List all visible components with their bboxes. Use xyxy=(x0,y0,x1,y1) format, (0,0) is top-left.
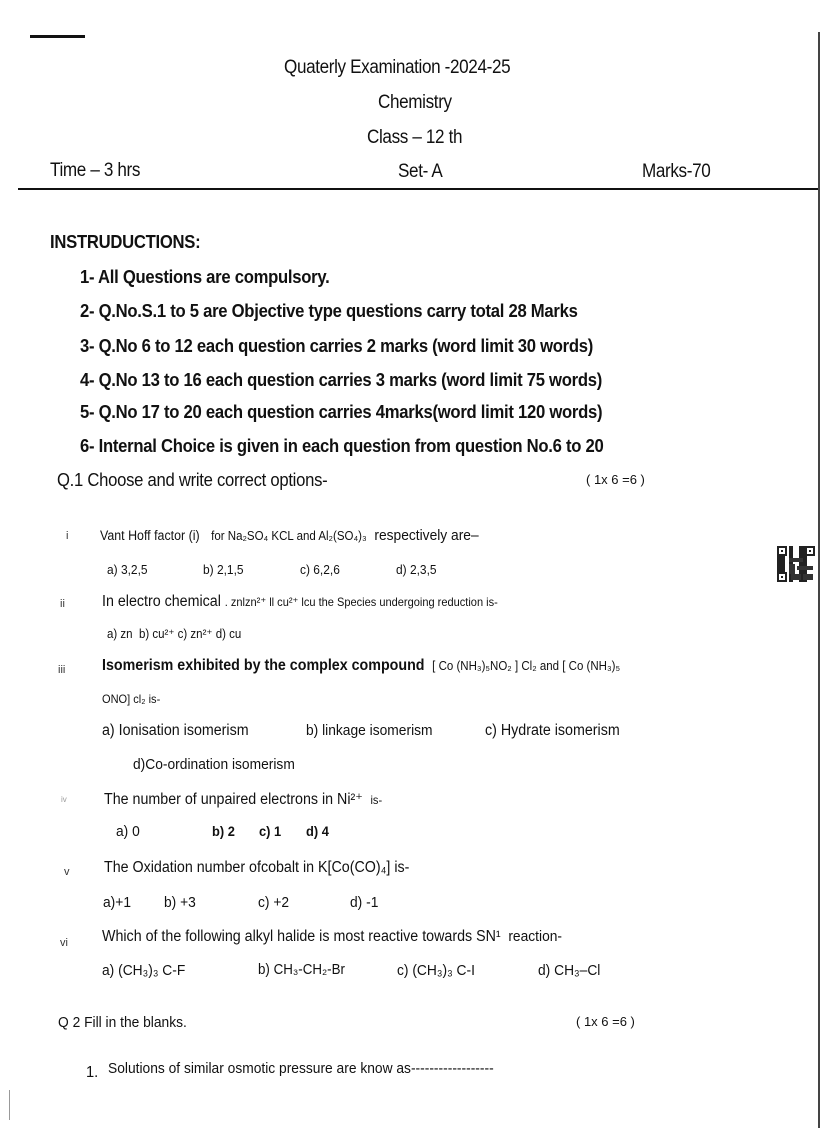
option-b: b) cu²⁺ xyxy=(138,627,175,641)
exam-title: Quaterly Examination -2024-25 xyxy=(284,57,511,78)
option-b: b) +3 xyxy=(164,894,196,911)
set-label: Set- A xyxy=(398,161,443,182)
qr-code xyxy=(777,546,815,582)
option-c: c) Hydrate isomerism xyxy=(485,722,620,739)
question-text-part: is- xyxy=(370,793,383,807)
q2-heading: Q 2 Fill in the blanks. xyxy=(58,1014,187,1031)
subject-title: Chemistry xyxy=(378,92,452,113)
question-text-part: Isomerism exhibited by the complex compound xyxy=(102,657,425,674)
marks-label: Marks-70 xyxy=(642,161,711,182)
question-number: v xyxy=(64,866,70,878)
header-divider xyxy=(18,188,818,190)
question-text-part: respectively are– xyxy=(374,527,479,544)
option-b: b) 2 xyxy=(212,823,235,839)
option-a: a)+1 xyxy=(103,894,132,911)
q2-marks: ( 1x 6 =6 ) xyxy=(576,1014,635,1029)
question-text-part: The number of unpaired electrons in Ni²⁺ xyxy=(104,791,363,808)
option-d: d) 4 xyxy=(306,823,329,839)
question-number: iv xyxy=(61,795,67,804)
time-label: Time – 3 hrs xyxy=(50,160,141,181)
question-text-part: [ Co (NH₃)₅NO₂ ] Cl₂ and [ Co (NH₃)₅ xyxy=(432,659,621,673)
instruction-item: 2- Q.No.S.1 to 5 are Objective type questions carry total 28 Marks xyxy=(80,300,578,321)
option-c: c) zn²⁺ xyxy=(177,627,213,641)
question-number: i xyxy=(66,530,69,542)
question-text-part: In electro chemical xyxy=(102,593,221,610)
question-text: Solutions of similar osmotic pressure are know as------------------ xyxy=(108,1060,494,1077)
instruction-item: 1- All Questions are compulsory. xyxy=(80,266,330,287)
options-row xyxy=(107,626,241,641)
option-a: a) 0 xyxy=(116,823,140,840)
instruction-item: 3- Q.No 6 to 12 each question carries 2 marks (word limit 30 words) xyxy=(80,335,594,356)
question-number: 1. xyxy=(86,1064,99,1081)
instruction-item: 6- Internal Choice is given in each question from question No.6 to 20 xyxy=(80,435,604,456)
question-text-part: . znlzn²⁺ ll cu²⁺ lcu the Species undergoing reduction is- xyxy=(224,595,498,609)
option-c: c) 6,2,6 xyxy=(300,562,340,577)
option-c: c) (CH₃)₃ C-I xyxy=(397,962,475,979)
question-text xyxy=(104,790,382,809)
question-text xyxy=(102,657,620,675)
question-text-continued: ONO] cl₂ is- xyxy=(102,692,161,706)
question-number: iii xyxy=(58,664,66,676)
q1-heading: Q.1 Choose and write correct options- xyxy=(57,469,328,490)
question-text xyxy=(102,928,562,946)
instruction-item: 4- Q.No 13 to 16 each question carries 3 marks (word limit 75 words) xyxy=(80,369,603,390)
option-b: b) linkage isomerism xyxy=(306,722,433,739)
option-b: b) CH₃-CH₂-Br xyxy=(258,962,345,978)
question-text-part: for Na₂SO₄ KCL and Al₂(SO₄)₃ xyxy=(211,529,367,543)
class-label: Class – 12 th xyxy=(367,127,463,148)
option-d: d) cu xyxy=(215,627,242,641)
q1-marks: ( 1x 6 =6 ) xyxy=(586,472,645,487)
option-d: d)Co-ordination isomerism xyxy=(133,756,295,773)
option-a: a) (CH₃)₃ C-F xyxy=(102,962,186,979)
option-b: b) 2,1,5 xyxy=(203,562,244,577)
option-d: d) -1 xyxy=(350,894,379,911)
option-c: c) +2 xyxy=(258,894,290,911)
option-a: a) Ionisation isomerism xyxy=(102,722,249,739)
instructions-heading: INSTRUDUCTIONS: xyxy=(50,231,201,252)
option-d: d) CH₃–Cl xyxy=(538,962,601,979)
question-text xyxy=(100,527,479,544)
question-number: vi xyxy=(60,937,68,949)
question-text-part: Which of the following alkyl halide is most reactive towards SN¹ xyxy=(102,928,501,945)
question-text: The Oxidation number ofcobalt in K[Co(CO)₄] is- xyxy=(104,859,410,876)
question-text-part: reaction- xyxy=(508,928,563,945)
option-a: a) zn xyxy=(107,627,133,641)
option-a: a) 3,2,5 xyxy=(107,562,148,577)
page-edge-right xyxy=(818,32,820,1128)
question-text xyxy=(102,593,498,611)
instruction-item: 5- Q.No 17 to 20 each question carries 4marks(word limit 120 words) xyxy=(80,401,603,422)
question-text-part: Vant Hoff factor (i) xyxy=(100,528,200,543)
scan-mark-top xyxy=(30,35,85,38)
question-number: ii xyxy=(60,598,65,610)
option-c: c) 1 xyxy=(259,823,282,839)
scan-mark-left xyxy=(9,1090,10,1120)
option-d: d) 2,3,5 xyxy=(396,562,437,577)
